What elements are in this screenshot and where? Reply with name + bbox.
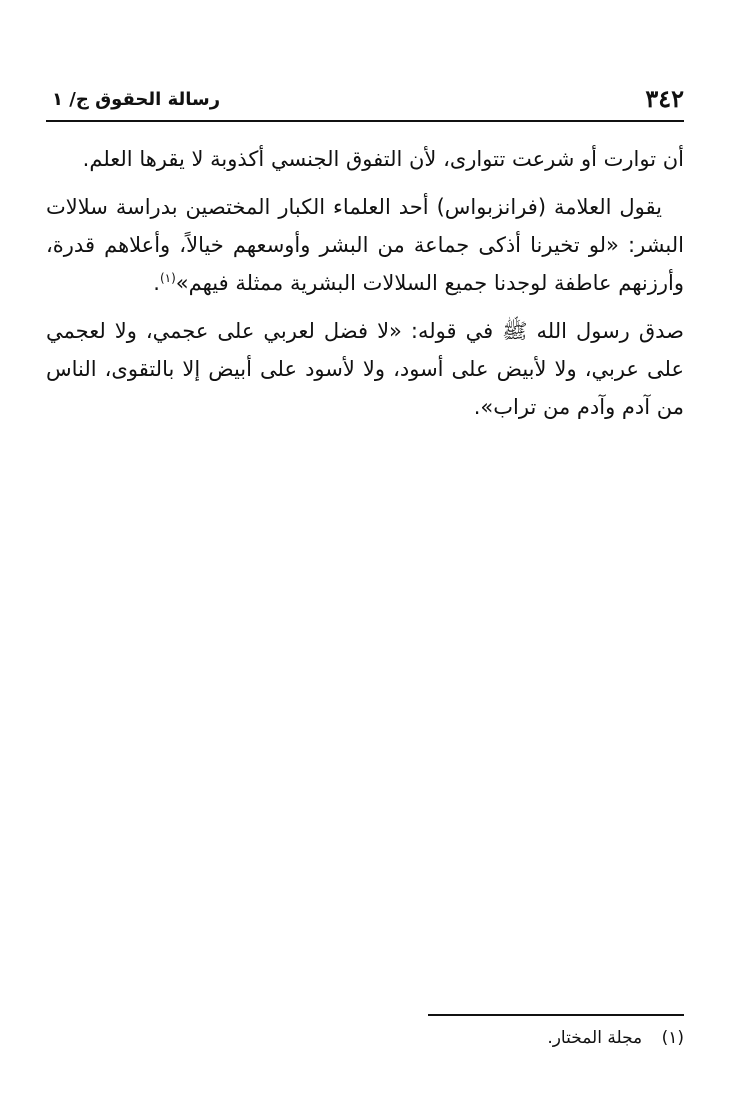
footnote <box>547 1024 684 1052</box>
body-text <box>46 140 684 436</box>
page-number: ٣٤٢ <box>645 84 684 113</box>
paragraph-2-end: . <box>153 271 160 295</box>
footnote-number: (١) <box>661 1028 684 1048</box>
paragraph-1: أن توارت أو شرعت تتوارى، لأن التفوق الجنسي أكذوبة لا يقرها العلم. <box>82 147 684 171</box>
footnote-divider <box>428 1014 684 1016</box>
footnote-text: مجلة المختار. <box>547 1028 643 1048</box>
paragraph-2 <box>46 188 684 302</box>
page-header <box>46 84 684 122</box>
paragraph-2-text: يقول العلامة (فرانزبواس) أحد العلماء الكبار المختصين بدراسة سلالات البشر: «لو تخيرنا أذكى جماعة من البشر وأوسعهم خيالاً، وأعلاهم قدرة، وأرزنهم عاطفة لوجدنا جميع السلالات البشرية ممثلة فيهم» <box>46 195 684 295</box>
running-title: رسالة الحقوق ج/ ١ <box>52 89 221 110</box>
footnote-reference: (١) <box>159 271 176 285</box>
paragraph-3: صدق رسول الله ﷺ في قوله: «لا فضل لعربي على عجمي، ولا لعجمي على عربي، ولا لأبيض على أسود، ولا لأسود على أبيض إلا بالتقوى، الناس من آدم وآدم من تراب». <box>46 319 684 419</box>
